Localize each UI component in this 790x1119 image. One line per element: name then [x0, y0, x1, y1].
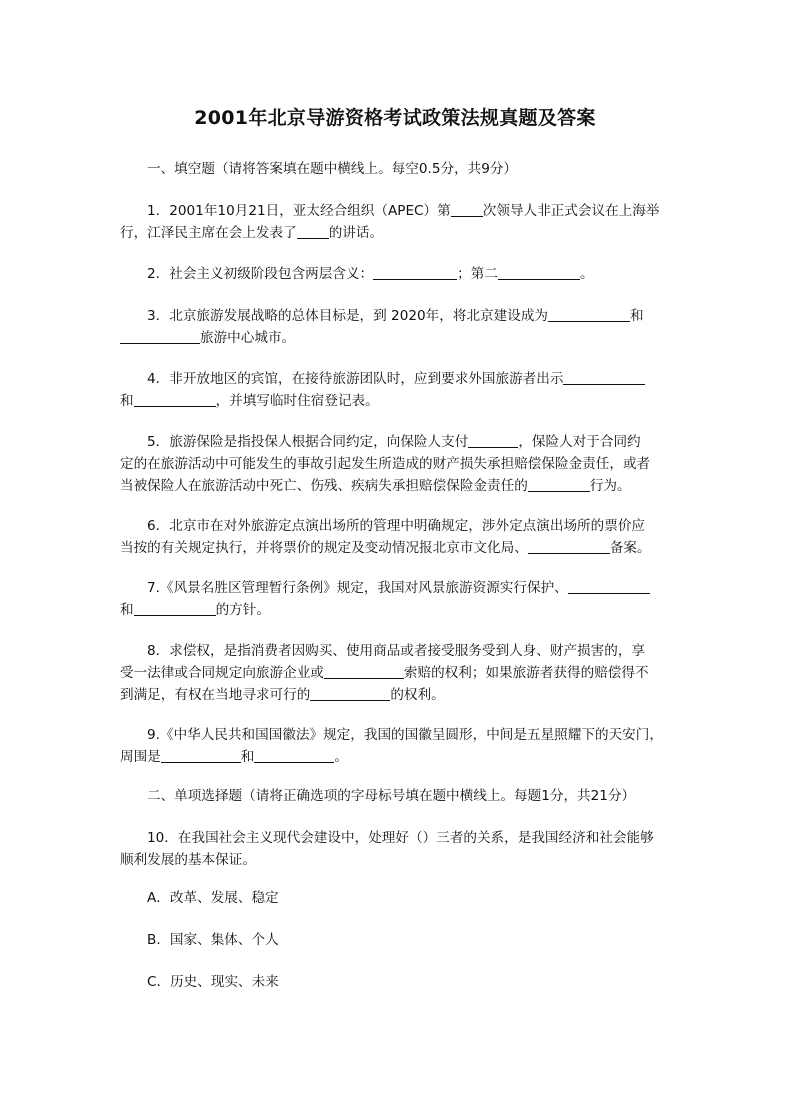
option-b[interactable]: B．国家、集体、个人	[147, 932, 279, 948]
answer-blank[interactable]	[563, 370, 645, 385]
answer-blank[interactable]	[120, 329, 200, 344]
answer-blank[interactable]	[161, 748, 241, 763]
option-c[interactable]: C．历史、现实、未来	[147, 974, 279, 990]
answer-blank[interactable]	[134, 392, 216, 407]
section-heading-single-choice: 二、单项选择题（请将正确选项的字母标号填在题中横线上。每题1分，共21分）	[147, 788, 636, 804]
section-heading-fill-blank: 一、填空题（请将答案填在题中横线上。每空0.5分，共9分）	[147, 161, 518, 177]
question-7: 7.《风景名胜区管理暂行条例》规定，我国对风景旅游资源实行保护、 和 的方针。	[120, 577, 680, 621]
question-1: 1．2001年10月21日，亚太经合组织（APEC）第 次领导人非正式会议在上海举 行，江泽民主席在会上发表了 的讲话。	[120, 203, 660, 241]
question-3: 3．北京旅游发展战略的总体目标是，到 2020年，将北京建设成为 和 旅游中心城市。	[120, 305, 680, 349]
answer-blank[interactable]	[528, 539, 610, 554]
answer-blank[interactable]	[254, 748, 334, 763]
answer-blank[interactable]	[548, 307, 630, 322]
question-9: 9.《中华人民共和国国徽法》规定，我国的国徽呈圆形，中间是五星照耀下的天安门， 周围是 和 。	[120, 727, 663, 765]
question-8: 8．求偿权，是指消费者因购买、使用商品或者接受服务受到人身、财产损害的，享 受一法律或合同规定向旅游企业或 索赔的权利；如果旅游者获得的赔偿得不 到满足，有权在当地寻求可行的 的权利。	[120, 643, 649, 703]
answer-blank[interactable]	[468, 433, 518, 448]
answer-blank[interactable]	[498, 265, 580, 280]
option-a[interactable]: A．改革、发展、稳定	[147, 890, 279, 906]
answer-blank[interactable]	[528, 477, 590, 492]
question-5: 5．旅游保险是指投保人根据合同约定，向保险人支付 ，保险人对于合同约 定的在旅游活动中可能发生的事故引起发生所造成的财产损失承担赔偿保险金责任，或者 当被保险人在旅游活动中死亡、伤残、疾病失承担赔偿保险金责任的 行为。	[120, 434, 651, 494]
answer-blank[interactable]	[568, 579, 650, 594]
question-10: 10．在我国社会主义现代会建设中，处理好（）三者的关系，是我国经济和社会能够 顺利发展的基本保证。	[120, 830, 654, 868]
answer-blank[interactable]	[134, 601, 216, 616]
question-6: 6．北京市在对外旅游定点演出场所的管理中明确规定，涉外定点演出场所的票价应 当按的有关规定执行，并将票价的规定及变动情况报北京市文化局、 备案。	[120, 518, 651, 556]
answer-blank[interactable]	[310, 686, 390, 701]
question-4: 4．非开放地区的宾馆，在接待旅游团队时，应到要求外国旅游者出示 和 ，并填写临时住宿登记表。	[120, 368, 680, 412]
answer-blank[interactable]	[297, 224, 329, 239]
answer-blank[interactable]	[373, 265, 457, 280]
document-title: 2001年北京导游资格考试政策法规真题及答案	[194, 107, 596, 129]
question-2: 2．社会主义初级阶段包含两层含义： ；第二 。	[147, 266, 594, 282]
answer-blank[interactable]	[451, 202, 483, 217]
answer-blank[interactable]	[324, 664, 404, 679]
